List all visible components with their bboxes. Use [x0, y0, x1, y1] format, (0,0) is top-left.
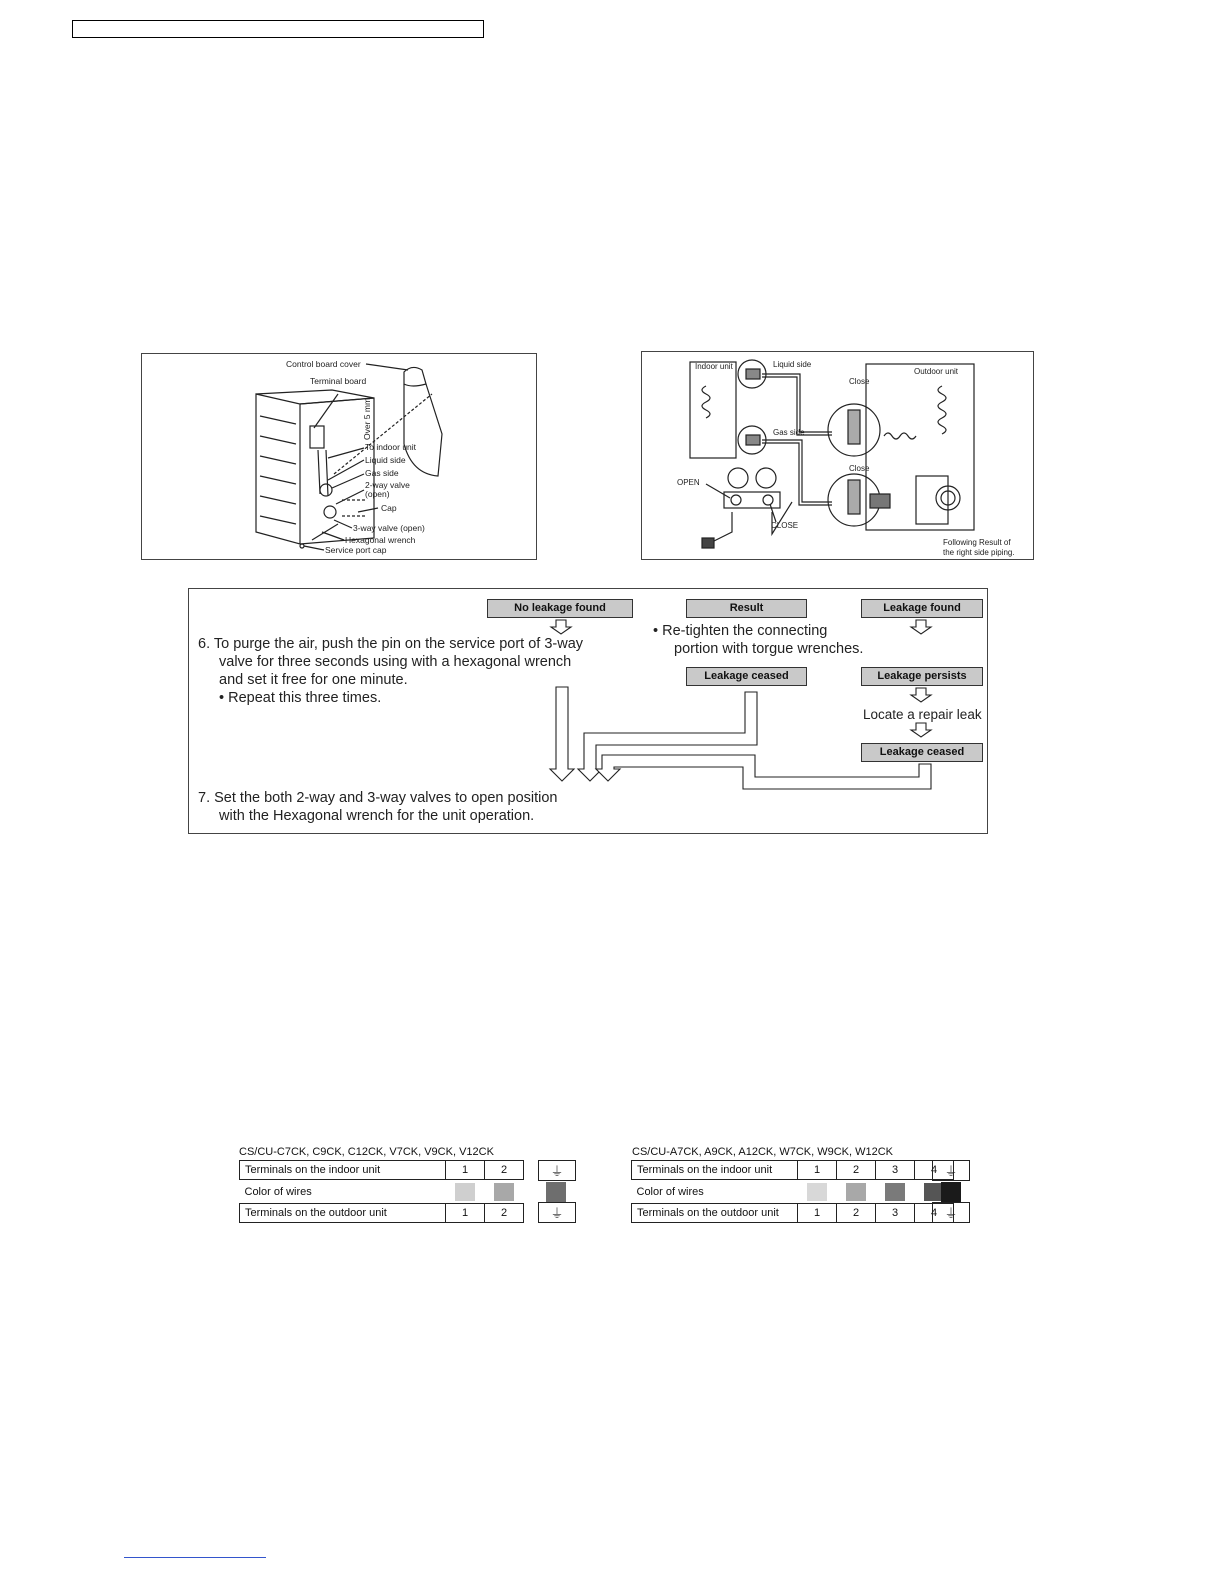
step-6-text — [198, 635, 628, 707]
footer-link-underline[interactable] — [124, 1557, 266, 1558]
arrow-leakage-found — [911, 620, 931, 634]
right-indoor-label: Terminals on the indoor unit — [632, 1161, 798, 1180]
box-leakage-ceased-2: Leakage ceased — [861, 743, 983, 762]
right-outdoor-terminal-2: 2 — [837, 1204, 876, 1223]
label-following-2: the right side piping. — [943, 548, 1015, 557]
right-ground-outdoor-icon: ⏚ — [932, 1202, 970, 1223]
page-header-box — [72, 20, 484, 38]
step-7-text — [198, 789, 618, 825]
label-3way-valve: 3-way valve (open) — [353, 523, 425, 533]
left-ground-indoor-icon: ⏚ — [538, 1160, 576, 1181]
step-7-line-2: with the Hexagonal wrench for the unit operation. — [219, 808, 535, 824]
box-leakage-persists: Leakage persists — [861, 667, 983, 686]
left-outdoor-terminal-1: 1 — [446, 1204, 485, 1223]
wiring-right-model: CS/CU-A7CK, A9CK, A12CK, W7CK, W9CK, W12CK — [632, 1146, 894, 1158]
wiring-left-model: CS/CU-C7CK, C9CK, C12CK, V7CK, V9CK, V12CK — [239, 1146, 494, 1158]
retighten-line-1: • Re-tighten the connecting — [653, 623, 828, 639]
label-liquid-side-2: Liquid side — [773, 360, 812, 369]
right-wire-color-2 — [846, 1183, 866, 1201]
label-2way-open: (open) — [365, 489, 390, 499]
label-open: OPEN — [677, 478, 700, 487]
locate-repair-text: Locate a repair leak — [863, 707, 982, 722]
left-wire-color-2 — [494, 1183, 514, 1201]
right-wire-color-3 — [885, 1183, 905, 1201]
arrow-leakage-persists — [911, 688, 931, 702]
right-indoor-terminal-2: 2 — [837, 1161, 876, 1180]
left-ground-wire-color — [546, 1182, 566, 1202]
label-to-indoor-unit: To indoor unit — [365, 442, 417, 452]
arrow-locate-repair — [911, 723, 931, 737]
label-liquid-side: Liquid side — [365, 455, 406, 465]
label-close-gauge: CLOSE — [771, 521, 799, 530]
label-2way-valve: 2-way valve — [365, 480, 410, 490]
leak-check-flow — [188, 588, 988, 834]
label-cap: Cap — [381, 503, 397, 513]
right-ground-wire-color — [941, 1182, 961, 1202]
step-6-line-3: and set it free for one minute. — [219, 672, 408, 688]
label-hex-wrench: Hexagonal wrench — [345, 535, 416, 545]
left-outdoor-label: Terminals on the outdoor unit — [240, 1204, 446, 1223]
piping-schematic-figure — [641, 351, 1034, 560]
outdoor-unit-valve-figure — [141, 353, 537, 560]
wiring-left-table — [239, 1160, 524, 1223]
left-wire-color-1 — [455, 1183, 475, 1201]
right-wire-color-1 — [807, 1183, 827, 1201]
step-6-line-2: valve for three seconds using with a hexagonal wrench — [219, 654, 572, 670]
label-gas-side: Gas side — [365, 468, 399, 478]
left-color-label: Color of wires — [244, 1185, 312, 1198]
right-outdoor-terminal-1: 1 — [798, 1204, 837, 1223]
right-indoor-terminal-3: 3 — [876, 1161, 915, 1180]
box-leakage-ceased-1: Leakage ceased — [686, 667, 807, 686]
step-7-line-1: 7. Set the both 2-way and 3-way valves to open position — [198, 790, 558, 806]
piping-schematic-drawing — [642, 352, 1033, 559]
label-terminal-board: Terminal board — [310, 376, 367, 386]
right-ground-indoor-icon: ⏚ — [932, 1160, 970, 1181]
left-ground-outdoor-icon: ⏚ — [538, 1202, 576, 1223]
label-control-board-cover: Control board cover — [286, 359, 361, 369]
wiring-right-table — [631, 1160, 954, 1223]
label-close-top: Close — [849, 377, 870, 386]
label-following-1: Following Result of — [943, 538, 1011, 547]
left-indoor-label: Terminals on the indoor unit — [240, 1161, 446, 1180]
right-indoor-terminal-4: 4 — [915, 1161, 954, 1180]
box-leakage-found: Leakage found — [861, 599, 983, 618]
arrow-no-leakage — [551, 620, 571, 634]
label-over-5mm: Over 5 mm — [362, 397, 372, 440]
label-gas-side-2: Gas side — [773, 428, 805, 437]
right-indoor-terminal-1: 1 — [798, 1161, 837, 1180]
step-6-bullet: • Repeat this three times. — [219, 690, 382, 706]
label-indoor-unit: Indoor unit — [695, 362, 733, 371]
label-outdoor-unit: Outdoor unit — [914, 367, 959, 376]
box-no-leakage: No leakage found — [487, 599, 633, 618]
left-outdoor-terminal-2: 2 — [485, 1204, 524, 1223]
label-service-port-cap: Service port cap — [325, 545, 387, 555]
retighten-text — [653, 622, 893, 658]
left-indoor-terminal-1: 1 — [446, 1161, 485, 1180]
right-outdoor-terminal-4: 4 — [915, 1204, 954, 1223]
right-outdoor-label: Terminals on the outdoor unit — [632, 1204, 798, 1223]
step-6-line-1: 6. To purge the air, push the pin on the service port of 3-way — [198, 636, 584, 652]
right-outdoor-terminal-3: 3 — [876, 1204, 915, 1223]
retighten-line-2: portion with torgue wrenches. — [674, 641, 864, 657]
left-indoor-terminal-2: 2 — [485, 1161, 524, 1180]
right-color-label: Color of wires — [636, 1185, 704, 1198]
outdoor-unit-drawing — [142, 354, 536, 559]
label-close-bottom: Close — [849, 464, 870, 473]
box-result: Result — [686, 599, 807, 618]
